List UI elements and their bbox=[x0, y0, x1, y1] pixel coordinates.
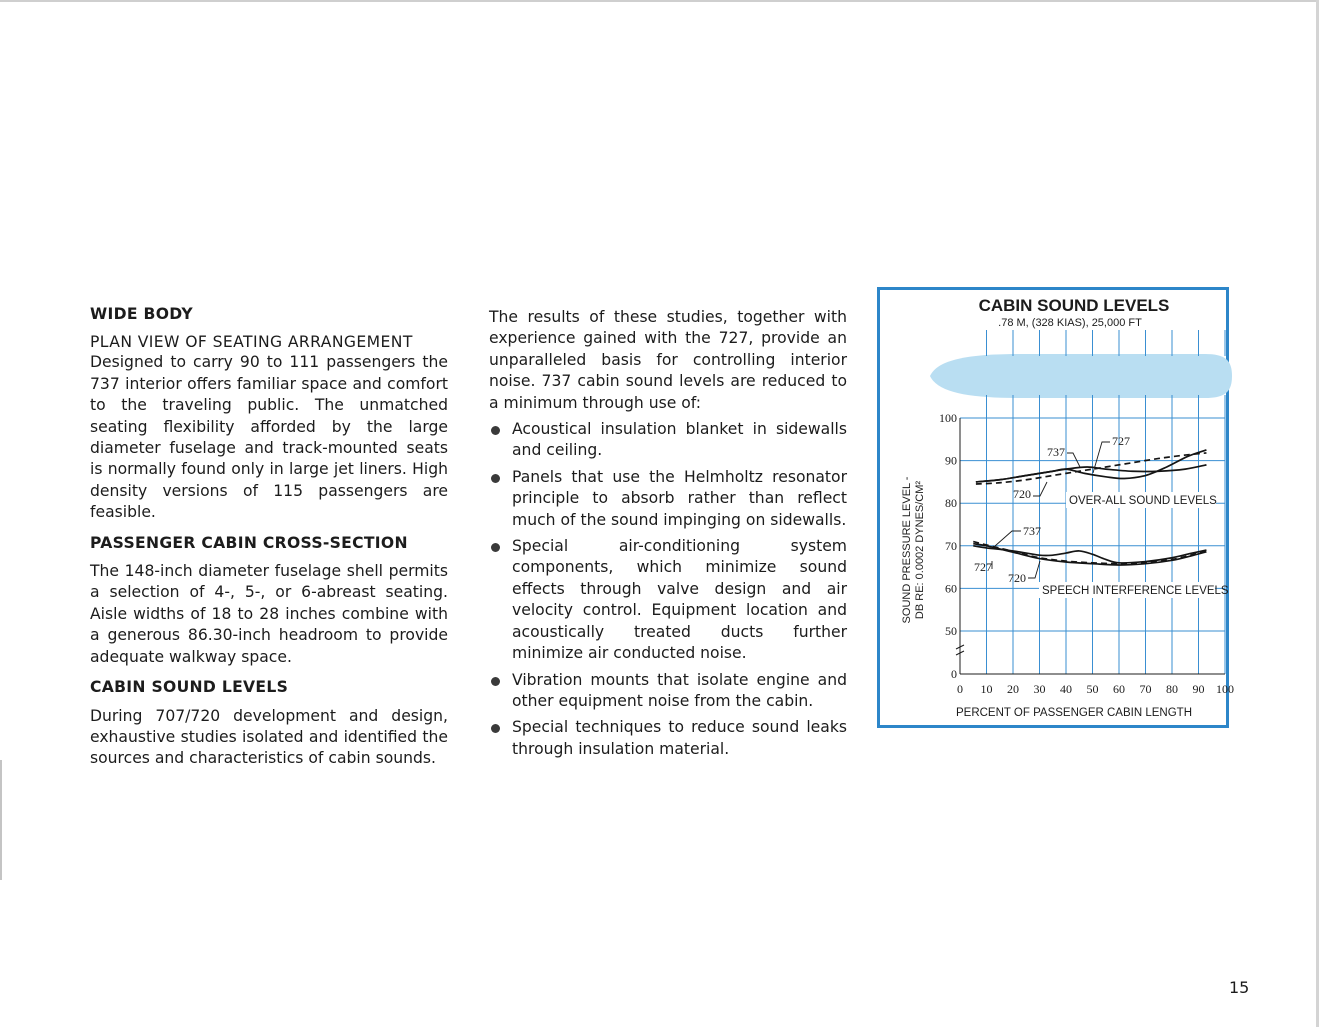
noise-measures-list bbox=[489, 419, 847, 760]
y-axis-label-line2: DB RE: 0.0002 DYNES/CM² bbox=[914, 480, 926, 620]
x-axis-label: PERCENT OF PASSENGER CABIN LENGTH bbox=[955, 707, 1193, 719]
y-tick-label: 50 bbox=[945, 624, 957, 638]
series-callout-leader bbox=[1067, 453, 1080, 467]
bullet-icon bbox=[491, 677, 500, 686]
bullet-icon bbox=[491, 543, 500, 552]
page-number: 15 bbox=[1229, 978, 1250, 997]
series-callout-overall-737: 737 bbox=[1047, 445, 1065, 459]
results-intro-paragraph: The results of these studies, together with experience gained with the 727, provide an unparalleled basis for controlling interior noise. 737 cabin sound levels are reduced to a minimum through use of: bbox=[489, 308, 847, 412]
speech-group-label: SPEECH INTERFERENCE LEVELS bbox=[1042, 585, 1229, 597]
series-callout-overall-720: 720 bbox=[1013, 487, 1031, 501]
middle-text-column bbox=[489, 307, 847, 765]
list-item bbox=[489, 670, 847, 713]
cabin-sound-levels-chart bbox=[877, 287, 1234, 728]
left-text-column bbox=[90, 304, 448, 770]
series-callout-overall-727: 727 bbox=[1112, 434, 1130, 448]
chart-subtitle: .78 M, (328 KIAS), 25,000 FT bbox=[998, 317, 1142, 329]
cross-section-paragraph: The 148-inch diameter fuselage shell permits a selection of 4-, 5-, or 6-abreast seating. Aisle widths of 18 to 28 inches combine with a generous 86.30-inch headroom to provide adequate walkway space. bbox=[90, 562, 448, 666]
list-item bbox=[489, 536, 847, 664]
bullet-icon bbox=[491, 724, 500, 733]
x-tick-label: 90 bbox=[1192, 682, 1205, 696]
list-item bbox=[489, 419, 847, 462]
x-tick-label: 30 bbox=[1033, 682, 1046, 696]
plan-view-subheading: PLAN VIEW OF SEATING ARRANGEMENT bbox=[90, 333, 413, 352]
y-axis-label-line1: SOUND PRESSURE LEVEL - bbox=[901, 476, 913, 624]
list-item-text: Special techniques to reduce sound leaks through insulation material. bbox=[512, 718, 847, 758]
series-callout-speech-720: 720 bbox=[1008, 571, 1026, 585]
y-tick-label: 70 bbox=[945, 538, 957, 553]
cabin-sound-paragraph: During 707/720 development and design, exhaustive studies isolated and identified the sources and characteristics of cabin sounds. bbox=[90, 706, 448, 768]
x-tick-label: 40 bbox=[1060, 682, 1072, 696]
series-callout-leader bbox=[1028, 561, 1040, 578]
fuselage-layer bbox=[930, 354, 1232, 398]
series-callout-leader bbox=[995, 531, 1021, 546]
page-left-binding-mark bbox=[0, 760, 2, 880]
x-tick-label: 50 bbox=[1086, 682, 1099, 696]
fuselage-plan-shape bbox=[930, 354, 1232, 398]
page-top-edge bbox=[0, 0, 1319, 2]
wide-body-heading: WIDE BODY bbox=[90, 305, 193, 323]
y-tick-label: 80 bbox=[945, 496, 957, 511]
x-tick-label: 60 bbox=[1113, 682, 1125, 696]
x-tick-label: 100 bbox=[1216, 682, 1234, 696]
x-tick-label: 10 bbox=[980, 682, 993, 696]
list-item bbox=[489, 717, 847, 760]
y-tick-label: 90 bbox=[945, 453, 957, 468]
x-tick-label: 20 bbox=[1007, 682, 1019, 696]
cross-section-heading: PASSENGER CABIN CROSS-SECTION bbox=[90, 533, 408, 552]
list-item-text: Panels that use the Helmholtz resonator principle to absorb rather than reflect much of the sound impinging on sidewalls. bbox=[512, 467, 847, 529]
chart-title: CABIN SOUND LEVELS bbox=[978, 296, 1170, 315]
y-tick-label: 60 bbox=[945, 581, 957, 596]
x-tick-label: 0 bbox=[957, 682, 963, 696]
chart-canvas bbox=[880, 290, 1234, 725]
list-item-text: Acoustical insulation blanket in sidewalls and ceiling. bbox=[512, 420, 847, 460]
x-tick-label: 80 bbox=[1166, 682, 1178, 696]
x-tick-label: 70 bbox=[1139, 682, 1152, 696]
list-item-text: Vibration mounts that isolate engine and other equipment noise from the cabin. bbox=[512, 670, 847, 710]
y-tick-label: 0 bbox=[951, 667, 957, 681]
series-callout-speech-727: 727 bbox=[974, 560, 992, 574]
list-item-text: Special air-conditioning system components, which minimize sound effects through valve design and air velocity control. Equipment location and acoustically treated ducts further minimize air conducted noise. bbox=[512, 537, 847, 663]
overall-group-label: OVER-ALL SOUND LEVELS bbox=[1069, 495, 1217, 507]
list-item bbox=[489, 467, 847, 531]
cabin-sound-heading: CABIN SOUND LEVELS bbox=[90, 678, 289, 697]
y-tick-label: 100 bbox=[939, 411, 957, 425]
bullet-icon bbox=[491, 474, 500, 483]
series-callout-speech-737: 737 bbox=[1023, 524, 1041, 538]
wide-body-paragraph: Designed to carry 90 to 111 passengers the 737 interior offers familiar space and comfort to the traveling public. The unmatched seating flexibility afforded by the large diameter fuselage and track-mounted seats is normally found only in large jet liners. High density versions of 115 passengers are feasible. bbox=[90, 353, 448, 522]
bullet-icon bbox=[491, 426, 500, 435]
